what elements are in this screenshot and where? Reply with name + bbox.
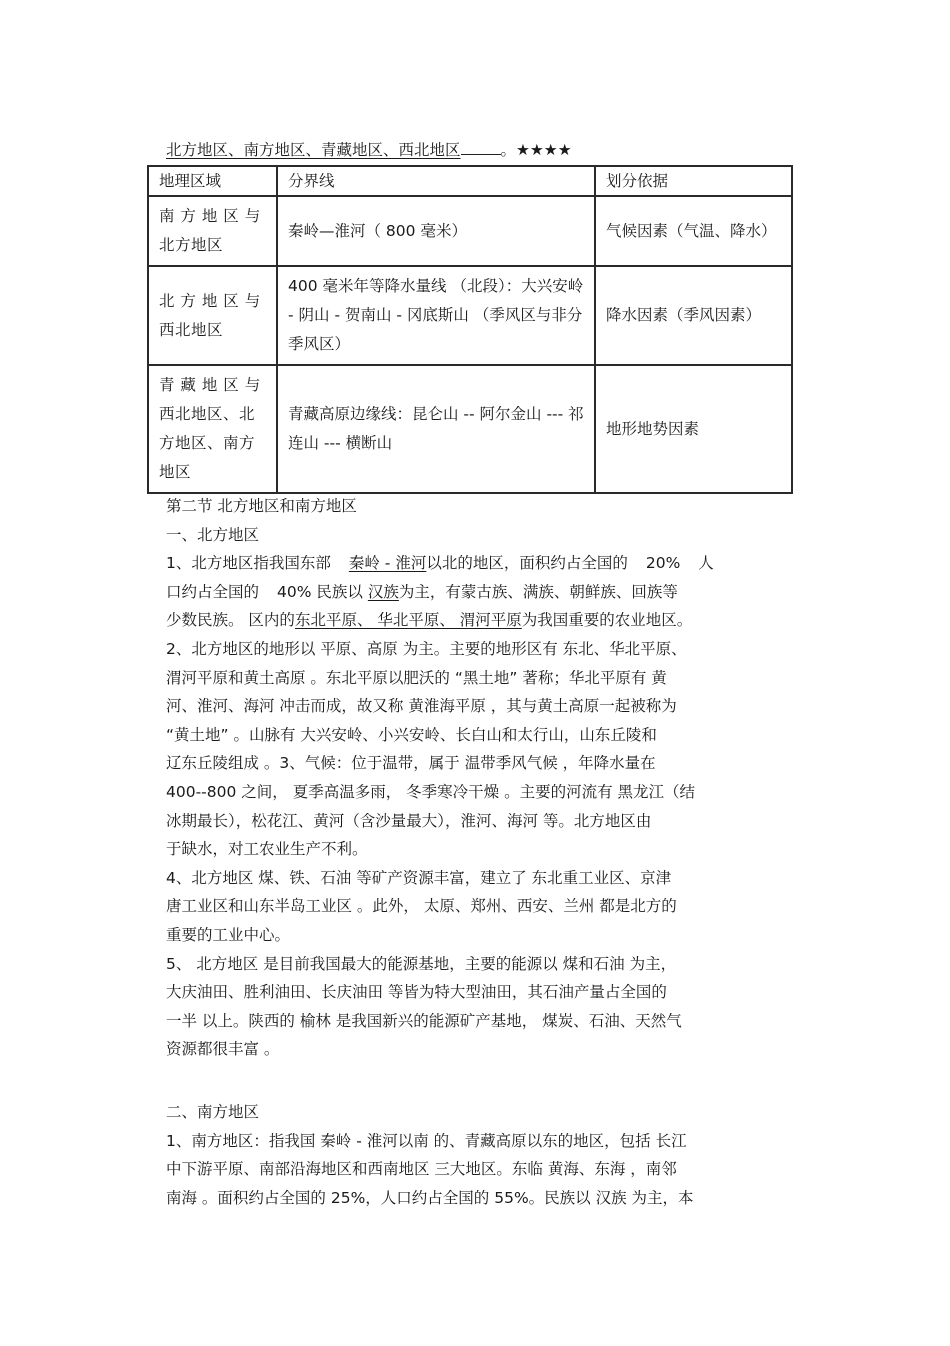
- table-cell: 地形地势因素: [595, 365, 792, 493]
- north-heading: 一、北方地区: [166, 525, 260, 544]
- paragraph-line: 辽东丘陵组成 。3、气候：位于温带，属于 温带季风气候 ，年降水量在: [166, 754, 656, 773]
- header-cell: 地理区域: [148, 166, 277, 196]
- text-span: 40%: [277, 582, 312, 601]
- intro-line: [166, 138, 572, 160]
- paragraph-line: 5、 北方地区 是目前我国最大的能源基地，主要的能源以 煤和石油 为主，: [166, 954, 677, 973]
- text-span: 人: [698, 554, 714, 573]
- table-cell: 降水因素（季风因素）: [595, 266, 792, 365]
- paragraph-line: 于缺水，对工农业生产不利。: [166, 840, 368, 859]
- section-south: [166, 1098, 786, 1212]
- regions-text: 北方地区、南方地区、青藏地区、西北地区: [166, 141, 461, 159]
- text-span: 以北的地区，面积约占全国的: [426, 554, 628, 573]
- paragraph-line: 南海 。面积约占全国的 25%，人口约占全国的 55%。民族以 汉族 为主，本: [166, 1188, 694, 1207]
- text-span: 少数民族。 区内的: [166, 611, 295, 630]
- table-row: [148, 365, 792, 493]
- table-cell: 400 毫米年等降水量线 （北段）：大兴安岭 - 阴山 - 贺南山 - 冈底斯山 （季风区与非分季风区）: [277, 266, 595, 365]
- p1-line: [166, 549, 786, 578]
- paragraph-line: 河、淮河、海河 冲击而成，故又称 黄淮海平原 ，其与黄土高原一起被称为: [166, 697, 677, 716]
- answer-blank: [461, 140, 501, 155]
- underlined-term: 东北平原、 华北平原、 渭河平原: [294, 611, 522, 630]
- table-header-row: [148, 166, 792, 196]
- table-row: [148, 266, 792, 365]
- text-span: 为主，有蒙古族、满族、朝鲜族、回族等: [398, 582, 678, 601]
- paragraph-line: 大庆油田、胜利油田、长庆油田 等皆为特大型油田，其石油产量占全国的: [166, 983, 667, 1002]
- text-span: 1、北方地区指我国东部: [166, 554, 331, 573]
- text-span: 20%: [645, 554, 681, 573]
- text-span: 为我国重要的农业地区。: [521, 611, 693, 630]
- section-north: [166, 492, 786, 1064]
- paragraph-line: 唐工业区和山东半岛工业区 。此外， 太原、郑州、西安、兰州 都是北方的: [166, 897, 677, 916]
- paragraph-line: 2、北方地区的地形以 平原、高原 为主。主要的地形区有 东北、华北平原、: [166, 639, 687, 658]
- table-cell: 南 方 地 区 与 北方地区: [148, 196, 277, 266]
- paragraph-line: 重要的工业中心。: [166, 925, 291, 944]
- underlined-term: 秦岭 - 淮河: [348, 554, 427, 573]
- text-span: 民族以: [316, 582, 363, 601]
- p1-line: [166, 578, 786, 607]
- paragraph-line: 4、北方地区 煤、铁、石油 等矿产资源丰富，建立了 东北重工业区、京津: [166, 868, 672, 887]
- header-cell: 分界线: [277, 166, 595, 196]
- paragraph-line: 渭河平原和黄土高原 。东北平原以肥沃的 “黑土地” 著称；华北平原有 黄: [166, 668, 667, 687]
- table-cell: 青 藏 地 区 与 西北地区、北方地区、南方地区: [148, 365, 277, 493]
- paragraph-line: 资源都很丰富 。: [166, 1040, 280, 1059]
- paragraph-line: 冰期最长），松花江、黄河（含沙量最大），淮河、海河 等。北方地区由: [166, 811, 652, 830]
- table-cell: 青藏高原边缘线：昆仑山 -- 阿尔金山 --- 祁连山 --- 横断山: [277, 365, 595, 493]
- south-heading: 二、南方地区: [166, 1103, 260, 1121]
- text-span: 口约占全国的: [166, 582, 260, 601]
- table-cell: 气候因素（气温、降水）: [595, 196, 792, 266]
- paragraph-line: “黄土地” 。山脉有 大兴安岭、小兴安岭、长白山和太行山，山东丘陵和: [166, 725, 657, 744]
- star-rating: 。★★★★: [500, 141, 572, 159]
- paragraph-line: 一半 以上。陕西的 榆林 是我国新兴的能源矿产基地， 煤炭、石油、天然气: [166, 1011, 682, 1030]
- table-cell: 北 方 地 区 与 西北地区: [148, 266, 277, 365]
- table-row: [148, 196, 792, 266]
- paragraph-line: 中下游平原、南部沿海地区和西南地区 三大地区。东临 黄海、东海 ，南邻: [166, 1160, 677, 1179]
- section-title: 第二节 北方地区和南方地区: [166, 497, 357, 515]
- p1-line: [166, 606, 786, 635]
- paragraph-line: 1、南方地区：指我国 秦岭 - 淮河以南 的、青藏高原以东的地区，包括 长江: [166, 1131, 687, 1150]
- region-table: [147, 165, 793, 494]
- table-cell: 秦岭—淮河（ 800 毫米）: [277, 196, 595, 266]
- paragraph-line: 400--800 之间， 夏季高温多雨， 冬季寒冷干燥 。主要的河流有 黑龙江（结: [166, 782, 695, 801]
- header-cell: 划分依据: [595, 166, 792, 196]
- underlined-term: 汉族: [367, 582, 399, 601]
